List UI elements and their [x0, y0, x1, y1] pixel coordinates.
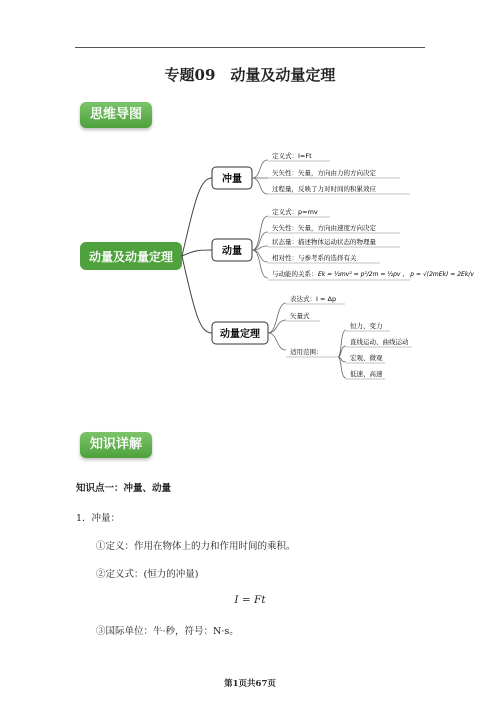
mindmap-connector — [182, 256, 212, 333]
formula: I = Ft — [234, 594, 266, 606]
mindmap-leaf: 相对性：与参考系的选择有关 — [272, 254, 357, 262]
mindmap-branch-label: 动量定理 — [220, 329, 260, 340]
mindmap-branch-label: 冲量 — [222, 174, 242, 185]
mindmap-connector — [182, 250, 212, 256]
section-heading: 知识点一：冲量、动量 — [76, 483, 172, 494]
mindmap-subleaf: 低速、高速 — [350, 370, 383, 378]
knowledge-banner: 知识详解 — [80, 432, 152, 458]
mindmap-leaf: 过程量，反映了力对时间的积累效应 — [272, 185, 376, 193]
mindmap-banner: 思维导图 — [80, 102, 152, 128]
mindmap-leaf: 表达式：I = Δp — [290, 295, 337, 303]
mindmap-subleaf: 直线运动、曲线运动 — [350, 338, 409, 346]
mindmap-leaf: 与动能的关系： — [272, 270, 318, 278]
definition-text: ①定义：作用在物体上的力和作用时间的乘积。 — [96, 541, 296, 552]
page-title: 专题09 动量及动量定理 — [164, 66, 336, 84]
page-footer: 第1页共67页 — [224, 679, 276, 689]
header-rule — [75, 47, 425, 48]
item-heading: 1．冲量： — [76, 513, 121, 524]
mindmap-leaf: 适用范围： — [290, 348, 323, 356]
mindmap-subleaf: 恒力、变力 — [350, 322, 383, 330]
mindmap-leaf: 矢矢性：矢量，方向由速度方向决定 — [272, 224, 376, 232]
mindmap-leaf: 矢量式 — [290, 312, 310, 320]
formula-label: ②定义式：(恒力的冲量) — [96, 569, 199, 580]
mindmap-formula: Ek = ½mv² = p²/2m = ½pv ， p = √(2mEk) = 2Ek/v — [318, 271, 474, 278]
mindmap-leaf: 定义式：p=mv — [272, 208, 318, 216]
mindmap-leaf: 定义式：I=Ft — [272, 152, 312, 160]
mindmap-leaf: 矢矢性：矢量，方向由力的方向决定 — [272, 169, 376, 177]
unit-text: ③国际单位：牛·秒，符号：N·s。 — [96, 626, 239, 637]
mindmap-root-label: 动量及动量定理 — [88, 250, 174, 264]
mindmap-subleaf: 宏观、微观 — [350, 354, 383, 362]
mindmap-leaf: 状态量：描述物体运动状态的物理量 — [272, 238, 376, 246]
mindmap-connector — [182, 178, 212, 256]
mindmap-branch-label: 动量 — [222, 246, 242, 257]
mind-map — [0, 140, 500, 390]
